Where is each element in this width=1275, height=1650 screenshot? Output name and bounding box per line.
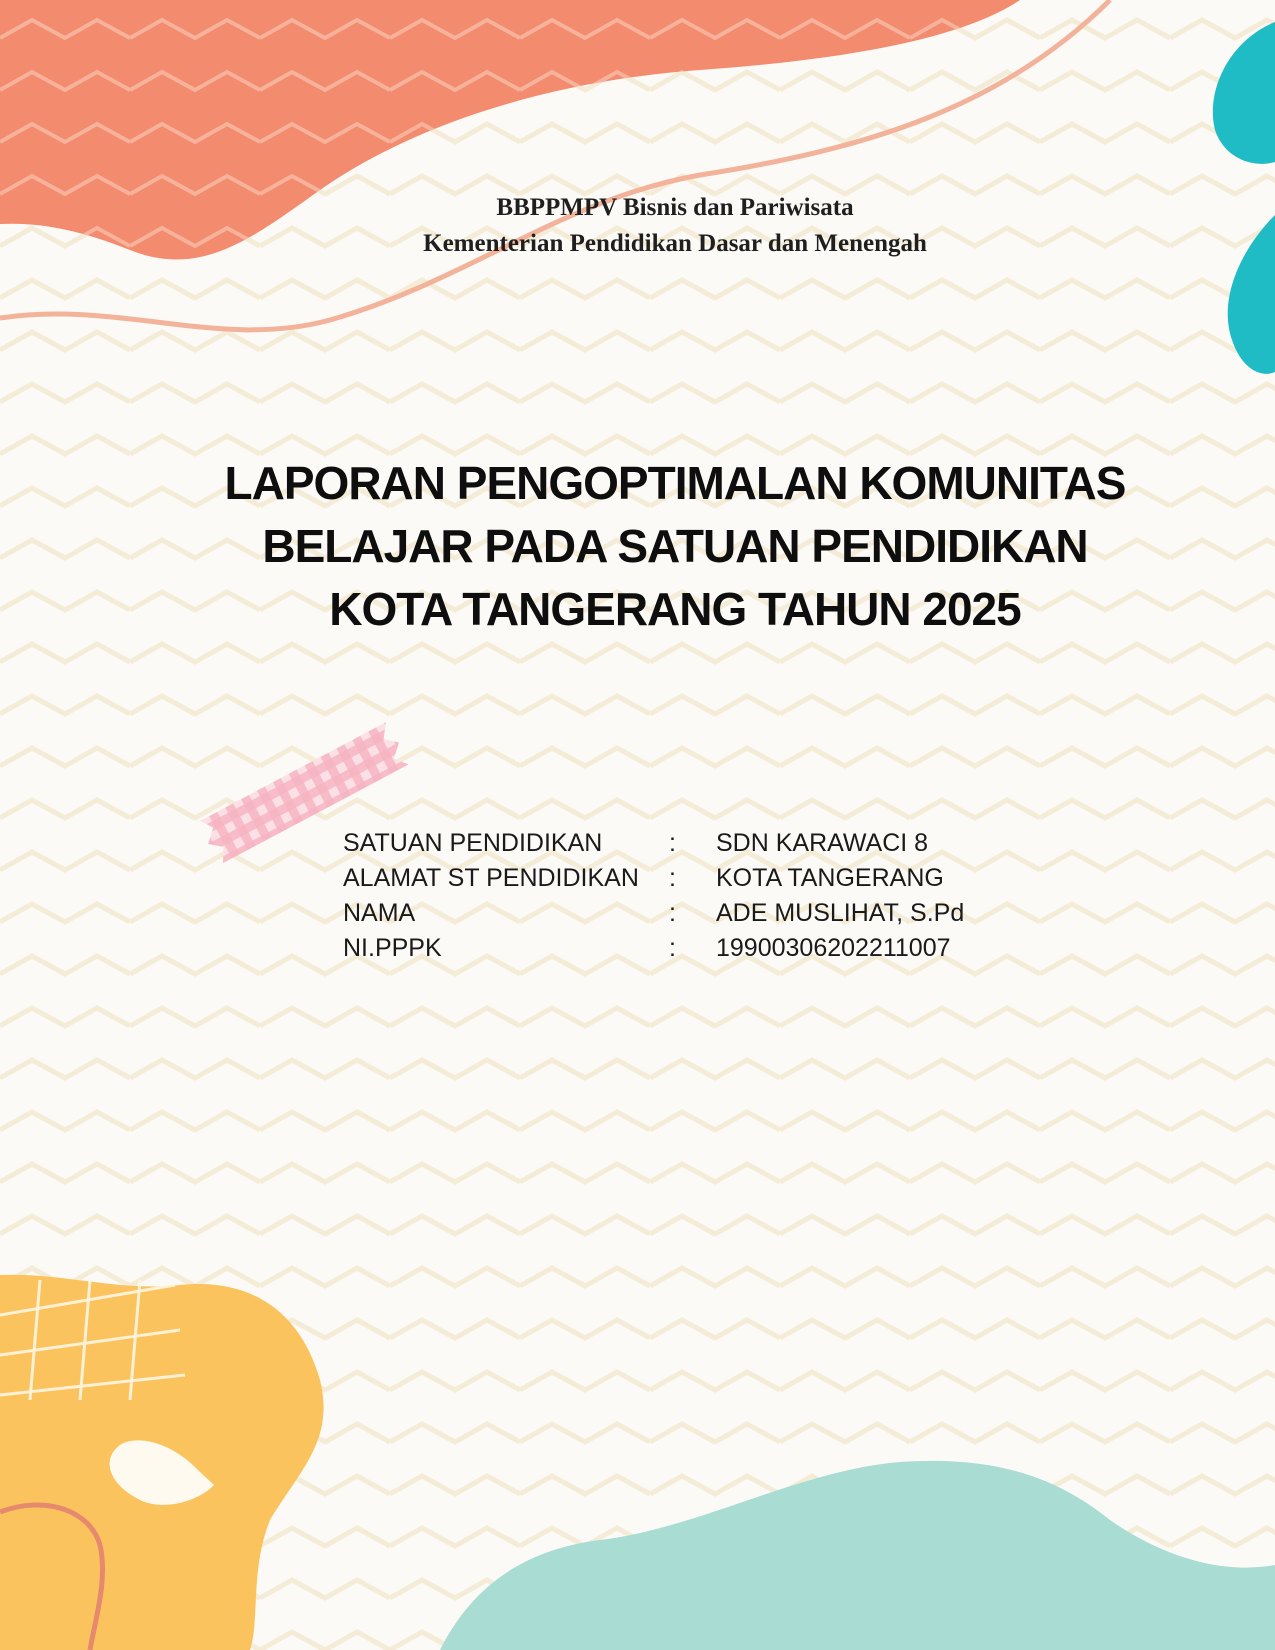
info-value: KOTA TANGERANG: [716, 864, 944, 892]
info-colon: :: [669, 899, 676, 927]
report-title-line-1: LAPORAN PENGOPTIMALAN KOMUNITAS: [224, 457, 1126, 509]
info-row-address: [343, 861, 964, 896]
report-title-line-2: BELAJAR PADA SATUAN PENDIDIKAN: [262, 520, 1088, 572]
report-title: [0, 452, 1275, 641]
info-colon: :: [669, 934, 676, 962]
ministry-name: Kementerian Pendidikan Dasar dan Menengah: [423, 230, 927, 257]
report-title-line-3: KOTA TANGERANG TAHUN 2025: [329, 583, 1021, 635]
info-value: SDN KARAWACI 8: [716, 829, 929, 857]
info-row-id: [343, 931, 964, 966]
info-label: NAMA: [343, 899, 416, 927]
identity-table: [343, 826, 964, 966]
info-label: NI.PPPK: [343, 934, 442, 962]
info-label: ALAMAT ST PENDIDIKAN: [343, 864, 639, 892]
institution-name: BBPPMPV Bisnis dan Pariwisata: [496, 194, 854, 221]
info-colon: :: [669, 829, 676, 857]
info-value: ADE MUSLIHAT, S.Pd: [716, 899, 965, 927]
info-value: 19900306202211007: [716, 934, 951, 962]
institution-header: [0, 190, 1275, 262]
info-label: SATUAN PENDIDIKAN: [343, 829, 603, 857]
info-row-school: [343, 826, 964, 861]
info-colon: :: [669, 864, 676, 892]
info-row-name: [343, 896, 964, 931]
